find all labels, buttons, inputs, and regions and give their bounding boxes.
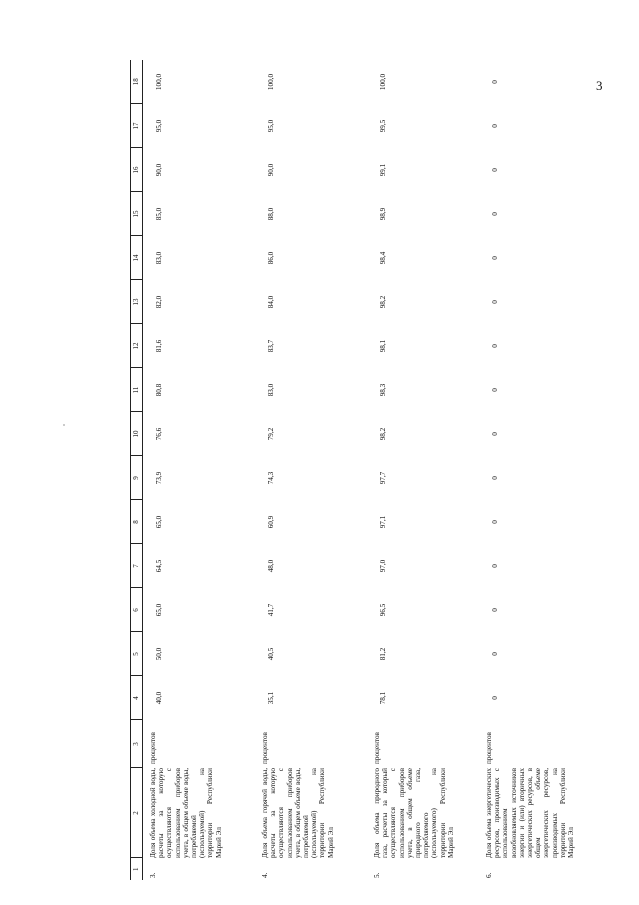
header-cell: 12 [131, 324, 143, 368]
value-cell: 97,1 [379, 515, 387, 529]
value-cell: 76,6 [155, 427, 163, 441]
value-cell: 88,0 [267, 207, 275, 221]
value-cell: 82,0 [155, 295, 163, 309]
value-cell: 85,0 [155, 207, 163, 221]
value-cell: 90,0 [155, 163, 163, 177]
value-cell: 78,1 [379, 691, 387, 705]
value-cell: 65,0 [155, 603, 163, 617]
indicator-name: Доля объема холодной воды, расчеты за которую осуществляются с использованием приборов учета, в общем объеме воды, потребляемой (используемой) на территории Республики Марий Эл [149, 768, 223, 858]
row-number: 4. [261, 872, 269, 878]
value-cell: 95,0 [267, 119, 275, 133]
row-number: 6. [485, 872, 493, 878]
page-number: 3 [596, 78, 603, 93]
table-row [143, 60, 256, 880]
value-cell: 40,0 [155, 691, 163, 705]
value-cell: 0 [491, 124, 499, 128]
table-row [255, 60, 367, 880]
rotated-table-container [130, 73, 630, 880]
value-cell: 97,7 [379, 471, 387, 485]
value-cell: 0 [491, 212, 499, 216]
value-cell: 0 [491, 520, 499, 524]
header-cell: 8 [131, 500, 143, 544]
header-cell: 6 [131, 588, 143, 632]
value-cell: 99,1 [379, 163, 387, 177]
value-cell: 84,0 [267, 295, 275, 309]
header-cell: 9 [131, 456, 143, 500]
value-cell: 98,2 [379, 427, 387, 441]
header-cell: 14 [131, 236, 143, 280]
value-cell: 50,0 [155, 647, 163, 661]
value-cell: 98,3 [379, 383, 387, 397]
value-cell: 73,9 [155, 471, 163, 485]
row-number: 3. [149, 872, 157, 878]
value-cell: 100,0 [155, 73, 163, 91]
table-row [367, 60, 479, 880]
header-cell: 10 [131, 412, 143, 456]
header-cell: 1 [131, 858, 143, 880]
value-cell: 98,2 [379, 295, 387, 309]
value-cell: 83,0 [267, 383, 275, 397]
header-cell: 17 [131, 104, 143, 148]
header-cell: 4 [131, 676, 143, 720]
value-cell: 97,0 [379, 559, 387, 573]
indicator-name: Доля объема горячей воды, расчеты за которую осуществляются с использованием приборов учета, в общем объеме воды, потребляемой (используемой) на территории Республики Марий Эл [261, 768, 335, 858]
value-cell: 74,3 [267, 471, 275, 485]
table-header-row [131, 60, 143, 880]
unit: процентов [373, 732, 381, 764]
header-cell: 18 [131, 60, 143, 104]
value-cell: 0 [491, 168, 499, 172]
header-cell: 13 [131, 280, 143, 324]
header-cell: 3 [131, 720, 143, 768]
indicator-name: Доля объема энергетических ресурсов, производимых с использованием возобновляемых источников энергии и (или) вторичных энергетических ресурсов, в общем объеме энергетических ресурсов, производимых на территории Республики Марий Эл [485, 768, 576, 858]
value-cell: 96,5 [379, 603, 387, 617]
header-cell: 11 [131, 368, 143, 412]
header-cell: 7 [131, 544, 143, 588]
value-cell: 0 [491, 256, 499, 260]
value-cell: 98,1 [379, 339, 387, 353]
value-cell: 0 [491, 432, 499, 436]
value-cell: 0 [491, 476, 499, 480]
value-cell: 48,0 [267, 559, 275, 573]
value-cell: 0 [491, 564, 499, 568]
value-cell: 60,9 [267, 515, 275, 529]
value-cell: 99,5 [379, 119, 387, 133]
value-cell: 100,0 [267, 73, 275, 91]
value-cell: 95,0 [155, 119, 163, 133]
value-cell: 81,6 [155, 339, 163, 353]
value-cell: 98,4 [379, 251, 387, 265]
value-cell: 81,2 [379, 647, 387, 661]
value-cell: 64,5 [155, 559, 163, 573]
header-cell: 16 [131, 148, 143, 192]
value-cell: 98,9 [379, 207, 387, 221]
unit: процентов [261, 732, 269, 764]
value-cell: 65,0 [155, 515, 163, 529]
value-cell: 86,0 [267, 251, 275, 265]
unit: процентов [485, 732, 493, 764]
value-cell: 80,8 [155, 383, 163, 397]
value-cell: 83,7 [267, 339, 275, 353]
value-cell: 0 [491, 80, 499, 84]
indicator-name: Доля объема природного газа, расчеты за который осуществляются с использованием приборов учета, в общем объеме природного газа, потребляемого (используемого) на территории Республики Марий Эл [373, 768, 455, 858]
value-cell: 0 [491, 696, 499, 700]
value-cell: 90,0 [267, 163, 275, 177]
unit: процентов [149, 732, 157, 764]
indicator-table [130, 60, 627, 880]
row-number: 5. [373, 872, 381, 878]
value-cell: 0 [491, 300, 499, 304]
value-cell: 40,5 [267, 647, 275, 661]
value-cell: 0 [491, 344, 499, 348]
value-cell: 100,0 [379, 73, 387, 91]
header-cell: 5 [131, 632, 143, 676]
value-cell: 35,1 [267, 691, 275, 705]
value-cell: 0 [491, 608, 499, 612]
header-cell: 2 [131, 768, 143, 858]
scan-speck [63, 424, 65, 426]
header-cell: 15 [131, 192, 143, 236]
value-cell: 79,2 [267, 427, 275, 441]
value-cell: 83,0 [155, 251, 163, 265]
value-cell: 0 [491, 652, 499, 656]
value-cell: 0 [491, 388, 499, 392]
table-row [479, 60, 627, 880]
value-cell: 41,7 [267, 603, 275, 617]
